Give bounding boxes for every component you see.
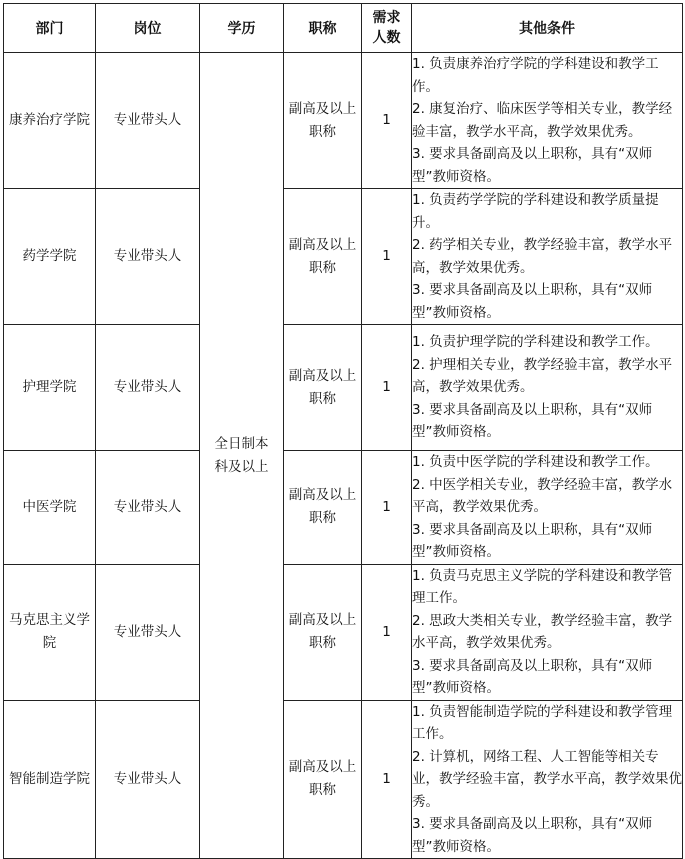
position-cell: 专业带头人 bbox=[96, 189, 200, 325]
table-row bbox=[4, 564, 683, 700]
conditions-cell bbox=[412, 189, 683, 325]
conditions-cell bbox=[412, 325, 683, 451]
title-cell: 副高及以上职称 bbox=[284, 325, 362, 451]
condition-line: 1. 负责康养治疗学院的学科建设和教学工作。 bbox=[412, 56, 659, 95]
condition-line: 2. 思政大类相关专业，教学经验丰富，教学水平高，教学效果优秀。 bbox=[412, 612, 673, 651]
condition-line: 3. 要求具备副高及以上职称，具有“双师型”教师资格。 bbox=[412, 521, 653, 560]
condition-line: 2. 计算机，网络工程、人工智能等相关专业，教学经验丰富，教学水平高，教学效果优秀。 bbox=[412, 748, 682, 810]
recruitment-table bbox=[3, 3, 683, 859]
title-cell: 副高及以上职称 bbox=[284, 189, 362, 325]
department-cell: 马克思主义学院 bbox=[4, 564, 96, 700]
count-cell: 1 bbox=[362, 700, 412, 859]
header-department: 部门 bbox=[4, 4, 96, 53]
condition-line: 3. 要求具备副高及以上职称，具有“双师型”教师资格。 bbox=[412, 282, 653, 321]
education-cell: 全日制本科及以上 bbox=[200, 53, 284, 859]
condition-line: 1. 负责马克思主义学院的学科建设和教学管理工作。 bbox=[412, 567, 673, 606]
conditions-cell bbox=[412, 451, 683, 565]
table-row bbox=[4, 325, 683, 451]
condition-line: 1. 负责中医学院的学科建设和教学工作。 bbox=[412, 454, 659, 470]
count-cell: 1 bbox=[362, 564, 412, 700]
department-cell: 智能制造学院 bbox=[4, 700, 96, 859]
table-row bbox=[4, 53, 683, 189]
condition-line: 2. 药学相关专业，教学经验丰富，教学水平高，教学效果优秀。 bbox=[412, 237, 673, 276]
condition-line: 3. 要求具备副高及以上职称，具有“双师型”教师资格。 bbox=[412, 146, 653, 185]
department-cell: 药学学院 bbox=[4, 189, 96, 325]
conditions-cell bbox=[412, 53, 683, 189]
condition-line: 1. 负责护理学院的学科建设和教学工作。 bbox=[412, 334, 659, 351]
position-cell: 专业带头人 bbox=[96, 564, 200, 700]
title-cell: 副高及以上职称 bbox=[284, 53, 362, 189]
count-cell: 1 bbox=[362, 53, 412, 189]
header-count: 需求人数 bbox=[362, 4, 412, 53]
count-cell: 1 bbox=[362, 189, 412, 325]
position-cell: 专业带头人 bbox=[96, 53, 200, 189]
department-cell: 康养治疗学院 bbox=[4, 53, 96, 189]
header-conditions: 其他条件 bbox=[412, 4, 683, 53]
department-cell: 中医学院 bbox=[4, 451, 96, 565]
title-cell: 副高及以上职称 bbox=[284, 700, 362, 859]
table-row bbox=[4, 700, 683, 859]
header-position: 岗位 bbox=[96, 4, 200, 53]
position-cell: 专业带头人 bbox=[96, 451, 200, 565]
position-cell: 专业带头人 bbox=[96, 700, 200, 859]
department-cell: 护理学院 bbox=[4, 325, 96, 451]
condition-line: 3. 要求具备副高及以上职称，具有“双师型”教师资格。 bbox=[412, 657, 653, 696]
conditions-cell bbox=[412, 700, 683, 859]
table-row bbox=[4, 451, 683, 565]
condition-line: 1. 负责药学学院的学科建设和教学质量提升。 bbox=[412, 192, 659, 231]
condition-line: 3. 要求具备副高及以上职称，具有“双师型”教师资格。 bbox=[412, 401, 653, 441]
condition-line: 2. 中医学相关专业，教学经验丰富，教学水平高，教学效果优秀。 bbox=[412, 476, 673, 515]
count-cell: 1 bbox=[362, 451, 412, 565]
header-row bbox=[4, 4, 683, 53]
condition-line: 3. 要求具备副高及以上职称，具有“双师型”教师资格。 bbox=[412, 816, 653, 855]
position-cell: 专业带头人 bbox=[96, 325, 200, 451]
condition-line: 2. 护理相关专业，教学经验丰富，教学水平高，教学效果优秀。 bbox=[412, 356, 673, 396]
title-cell: 副高及以上职称 bbox=[284, 564, 362, 700]
condition-line: 2. 康复治疗、临床医学等相关专业，教学经验丰富，教学水平高，教学效果优秀。 bbox=[412, 101, 673, 140]
header-education: 学历 bbox=[200, 4, 284, 53]
count-cell: 1 bbox=[362, 325, 412, 451]
conditions-cell bbox=[412, 564, 683, 700]
title-cell: 副高及以上职称 bbox=[284, 451, 362, 565]
table-row bbox=[4, 189, 683, 325]
header-title: 职称 bbox=[284, 4, 362, 53]
condition-line: 1. 负责智能制造学院的学科建设和教学管理工作。 bbox=[412, 703, 673, 742]
